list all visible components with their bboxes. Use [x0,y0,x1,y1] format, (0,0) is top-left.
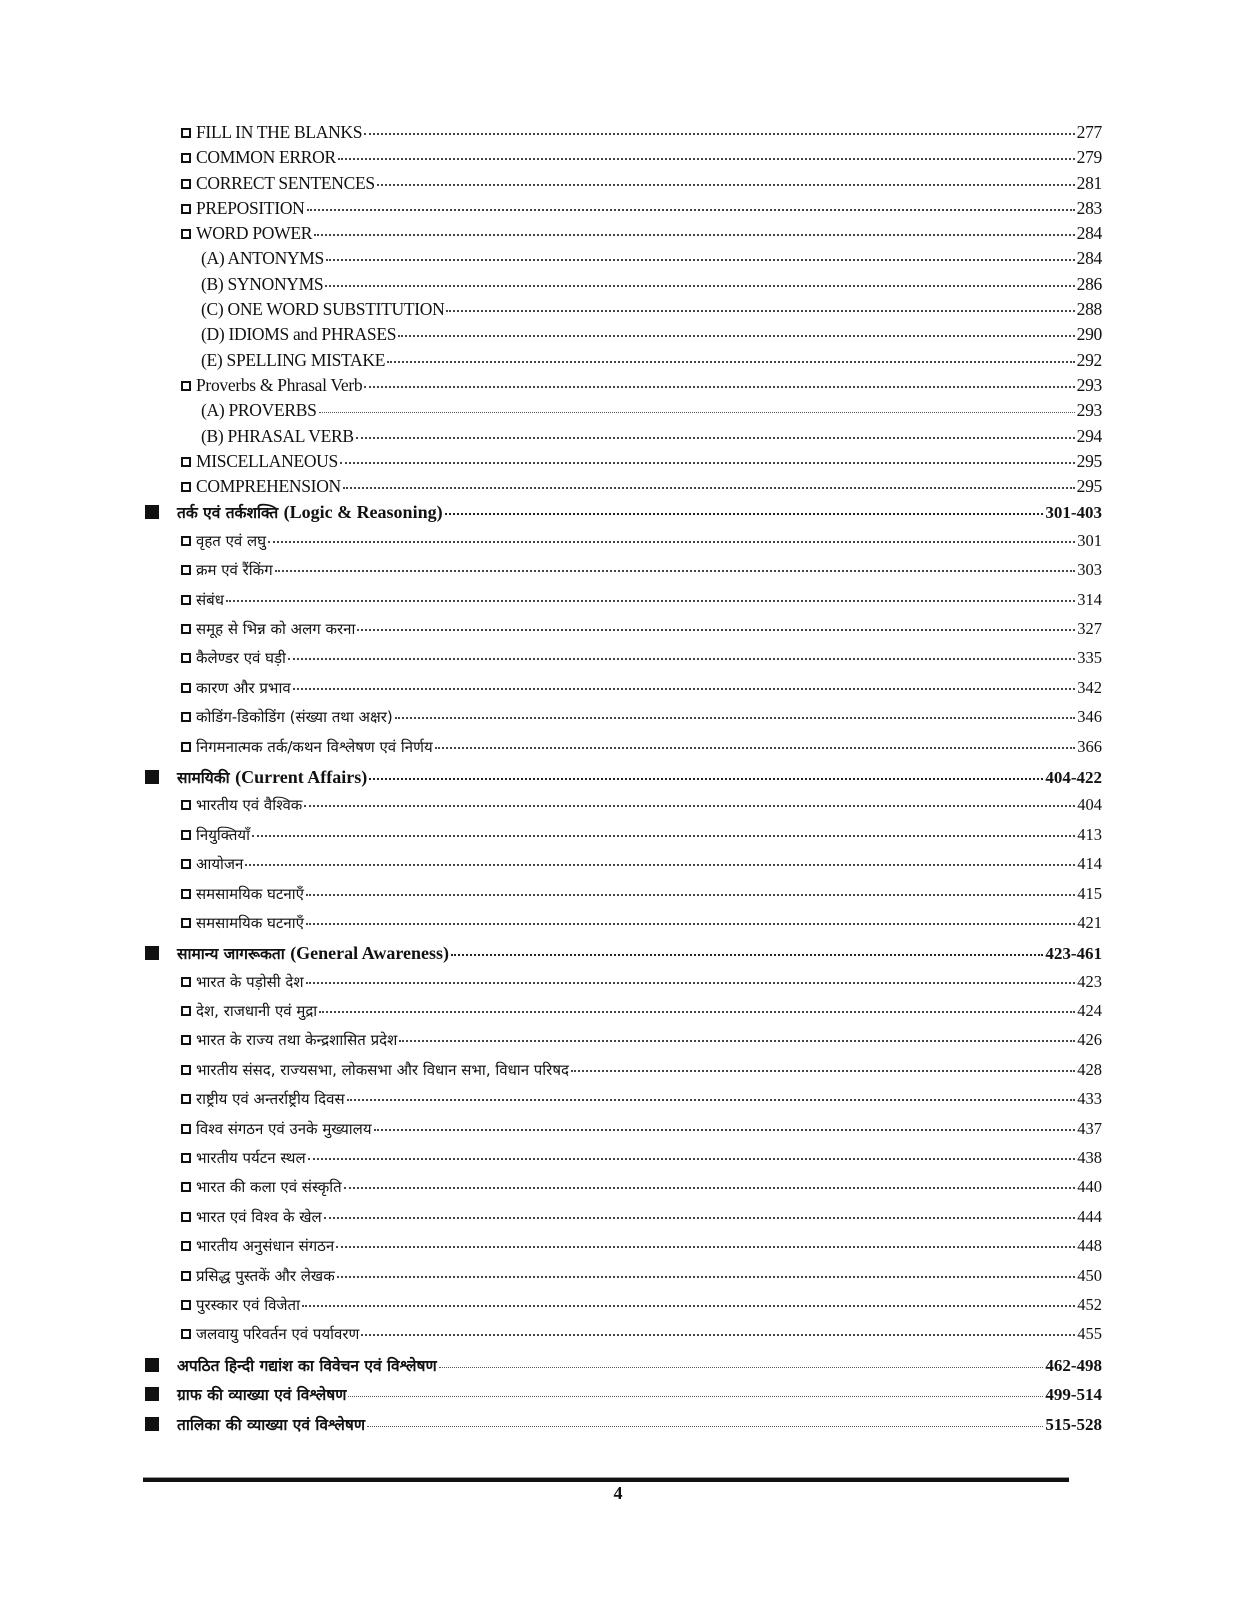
toc-entry-label: COMMON ERROR [196,147,336,168]
toc-entry-label: राष्ट्रीय एवं अन्तर्राष्ट्रीय दिवस [196,1090,345,1109]
toc-entry-label: भारत के पड़ोसी देश [196,972,304,991]
hollow-square-icon [181,1035,191,1045]
dot-leader [288,658,1075,660]
hollow-square-icon [181,482,191,492]
toc-entry[interactable] [145,737,1102,766]
toc-entry[interactable] [145,1060,1102,1089]
toc-entry[interactable] [145,560,1102,589]
toc-entry-page: 288 [1076,299,1102,320]
hollow-square-icon [181,1124,191,1134]
hollow-square-icon [181,889,191,899]
hollow-square-icon [181,918,191,928]
toc-entry[interactable] [145,198,1102,223]
toc-entry-page: 295 [1076,476,1102,497]
toc-entry[interactable] [145,590,1102,619]
toc-entry-label: समूह से भिन्न को अलग करना [196,620,356,639]
toc-entry[interactable] [145,350,1102,375]
filled-square-icon [145,1417,159,1431]
toc-entry-page: 428 [1077,1059,1102,1079]
toc-entry[interactable] [145,795,1102,824]
toc-entry[interactable] [145,707,1102,736]
toc-entry-page: 294 [1076,425,1102,446]
toc-entry-label: भारतीय अनुसंधान संगठन [196,1237,335,1256]
hollow-square-icon [181,128,191,138]
toc-section-heading[interactable] [145,766,1102,795]
section-title [177,501,443,523]
section-page-range: 462-498 [1045,1355,1102,1375]
dot-leader [252,835,1075,837]
dot-leader [306,982,1076,984]
dot-leader [324,1217,1076,1219]
toc-entry[interactable] [145,476,1102,501]
dot-leader [307,209,1075,211]
hollow-square-icon [181,742,191,752]
toc-entry-label: निगमनात्मक तर्क/कथन विश्लेषण एवं निर्णय [196,737,433,756]
toc-entry[interactable] [145,375,1102,400]
section-title-hindi: ग्राफ की व्याख्या एवं विश्लेषण [177,1386,347,1405]
dot-leader [226,600,1075,602]
dot-leader [343,487,1075,489]
dot-leader [245,864,1075,866]
dot-leader [325,285,1074,287]
dot-leader [367,1426,1043,1427]
toc-entry[interactable] [145,972,1102,1001]
toc-entry-page: 421 [1077,912,1102,932]
page-number: 4 [613,1483,623,1503]
toc-entry-page: 293 [1076,374,1102,395]
section-title-english: (Current Affairs) [235,766,368,787]
toc-entry-label: (A) PROVERBS [201,400,317,421]
dot-leader [293,688,1076,690]
toc-entry-label: (D) IDIOMS and PHRASES [201,324,397,345]
dot-leader [357,629,1075,631]
toc-entry-page: 283 [1076,197,1102,218]
toc-entry-label: प्रसिद्ध पुस्तकें और लेखक [196,1266,335,1285]
toc-entry[interactable] [145,1089,1102,1118]
dot-leader [338,158,1075,160]
dot-leader [451,954,1043,956]
section-title-hindi: सामयिकी [177,768,230,787]
hollow-square-icon [181,1006,191,1016]
toc-entry[interactable] [145,400,1102,425]
toc-entry-label: (B) SYNONYMS [201,273,324,294]
dot-leader [319,1011,1075,1013]
toc-entry-page: 413 [1077,824,1102,844]
toc-entry-page: 284 [1076,223,1102,244]
toc-entry-label: भारत के राज्य तथा केन्द्रशासित प्रदेश [196,1031,398,1050]
section-title [177,766,367,788]
toc-entry-label: MISCELLANEOUS [196,450,338,471]
toc-entry[interactable] [145,648,1102,677]
footer-rule [143,1477,1069,1482]
dot-leader [348,1396,1043,1397]
hollow-square-icon [181,595,191,605]
dot-leader [364,133,1074,135]
section-title-hindi: अपठित हिन्दी गद्यांश का विवेचन एवं विश्लेषण [177,1356,437,1375]
toc-entry-label: COMPREHENSION [196,476,341,497]
toc-entry-page: 423 [1077,971,1102,991]
table-of-contents [145,122,1102,1442]
toc-entry-label: वृहत एवं लघु [196,531,267,550]
hollow-square-icon [181,1329,191,1339]
hollow-square-icon [181,229,191,239]
hollow-square-icon [181,1271,191,1281]
toc-entry[interactable] [145,1148,1102,1177]
toc-entry-label: (E) SPELLING MISTAKE [201,349,386,370]
toc-entry[interactable] [145,173,1102,198]
dot-leader [377,184,1075,186]
hollow-square-icon [181,624,191,634]
toc-entry-label: PREPOSITION [196,197,305,218]
sections-list [145,501,1102,1441]
toc-entry-label: भारत की कला एवं संस्कृति [196,1178,342,1197]
dot-leader [304,805,1075,807]
toc-entry-label: भारतीय एवं वैश्विक [196,796,303,815]
toc-section-heading[interactable] [145,1354,1102,1383]
toc-section-heading[interactable] [145,501,1102,530]
dot-leader [395,717,1076,719]
section-title [177,942,449,964]
dot-leader [340,462,1075,464]
toc-entry-page: 440 [1077,1177,1102,1197]
toc-entry-page: 286 [1076,273,1102,294]
dot-leader [446,310,1074,312]
toc-entry-label: कोडिंग-डिकोडिंग (संख्या तथा अक्षर) [196,708,393,727]
hollow-square-icon [181,1241,191,1251]
section-title-english: (General Awareness) [290,943,449,964]
toc-entry-page: 301 [1077,530,1102,550]
toc-entry-page: 279 [1076,147,1102,168]
toc-entry-page: 335 [1077,648,1102,668]
section-title-english: (Logic & Reasoning) [283,502,443,523]
dot-leader [302,1305,1075,1307]
section-page-range: 301-403 [1045,503,1102,523]
toc-entry-page: 303 [1077,560,1102,580]
dot-leader [369,778,1043,780]
toc-entry[interactable] [145,1295,1102,1324]
dot-leader [398,335,1074,337]
hollow-square-icon [181,565,191,575]
english-items-list [145,122,1102,501]
toc-entry-page: 404 [1077,795,1102,815]
dot-leader [326,259,1075,261]
section-page-range: 404-422 [1045,767,1102,787]
dot-leader [319,412,1075,413]
toc-entry[interactable] [145,451,1102,476]
section-title [177,1354,437,1376]
toc-entry-page: 327 [1077,619,1102,639]
hollow-square-icon [181,859,191,869]
toc-entry-label: कारण और प्रभाव [196,678,291,697]
toc-entry-label: (B) PHRASAL VERB [201,425,354,446]
toc-entry[interactable] [145,248,1102,273]
hollow-square-icon [181,712,191,722]
dot-leader [356,437,1075,439]
toc-entry[interactable] [145,147,1102,172]
section-page-range: 423-461 [1045,944,1102,964]
toc-section-heading[interactable] [145,942,1102,971]
toc-entry[interactable] [145,1001,1102,1030]
toc-entry-label: (C) ONE WORD SUBSTITUTION [201,299,445,320]
filled-square-icon [145,946,159,960]
toc-entry[interactable] [145,299,1102,324]
section-page-range: 515-528 [1045,1414,1102,1434]
toc-entry[interactable] [145,825,1102,854]
toc-entry-page: 438 [1077,1148,1102,1168]
toc-entry[interactable] [145,913,1102,942]
hollow-square-icon [181,653,191,663]
hollow-square-icon [181,800,191,810]
toc-entry-page: 448 [1077,1236,1102,1256]
toc-entry-page: 366 [1077,736,1102,756]
toc-entry-page: 290 [1076,324,1102,345]
hollow-square-icon [181,1212,191,1222]
section-title-hindi: तालिका की व्याख्या एवं विश्लेषण [177,1415,366,1434]
toc-entry-label: पुरस्कार एवं विजेता [196,1296,300,1314]
toc-entry-label: आयोजन [196,855,244,874]
filled-square-icon [145,1387,159,1401]
toc-entry-page: 426 [1077,1030,1102,1050]
dot-leader [275,570,1076,572]
toc-entry[interactable] [145,678,1102,707]
toc-entry-page: 295 [1076,450,1102,471]
hollow-square-icon [181,1065,191,1075]
toc-entry[interactable] [145,324,1102,349]
dot-leader [399,1040,1075,1042]
hollow-square-icon [181,830,191,840]
toc-entry-page: 414 [1077,854,1102,874]
hollow-square-icon [181,381,191,391]
dot-leader [374,1129,1076,1131]
filled-square-icon [145,770,159,784]
hollow-square-icon [181,536,191,546]
toc-entry-page: 437 [1077,1118,1102,1138]
toc-entry[interactable] [145,884,1102,913]
dot-leader [308,1158,1076,1160]
toc-entry[interactable] [145,274,1102,299]
toc-entry[interactable] [145,619,1102,648]
toc-entry[interactable] [145,1030,1102,1059]
toc-entry-label: CORRECT SENTENCES [196,172,375,193]
section-title-hindi: तर्क एवं तर्कशक्ति [177,504,279,523]
toc-entry-page: 314 [1077,589,1102,609]
toc-entry-label: संबंध [196,590,224,609]
toc-entry-label: WORD POWER [196,223,313,244]
toc-entry[interactable] [145,223,1102,248]
toc-entry-page: 450 [1077,1265,1102,1285]
toc-entry-label: नियुक्तियाँ [196,825,250,844]
hollow-square-icon [181,1182,191,1192]
toc-entry-label: भारतीय पर्यटन स्थल [196,1149,306,1168]
toc-entry-label: जलवायु परिवर्तन एवं पर्यावरण [196,1325,360,1344]
toc-entry-label: क्रम एवं रैंकिंग [196,561,273,580]
toc-entry[interactable] [145,531,1102,560]
dot-leader [306,894,1075,896]
section-title [177,1413,365,1435]
toc-entry[interactable] [145,122,1102,147]
dot-leader [344,1187,1076,1189]
toc-entry-label: (A) ANTONYMS [201,248,324,269]
toc-entry-label: Proverbs & Phrasal Verb [196,374,363,395]
toc-entry-page: 444 [1077,1206,1102,1226]
toc-entry[interactable] [145,1207,1102,1236]
dot-leader [306,923,1075,925]
hollow-square-icon [181,1300,191,1310]
dot-leader [387,361,1075,363]
toc-entry[interactable] [145,1177,1102,1206]
dot-leader [336,1246,1075,1248]
toc-entry-label: देश, राजधानी एवं मुद्रा [196,1002,318,1021]
dot-leader [314,234,1075,236]
toc-entry-label: समसामयिक घटनाएँ [196,884,304,903]
toc-section-heading[interactable] [145,1413,1102,1442]
hollow-square-icon [181,1094,191,1104]
hollow-square-icon [181,153,191,163]
dot-leader [347,1099,1076,1101]
toc-entry-page: 415 [1077,883,1102,903]
toc-entry-page: 284 [1076,248,1102,269]
hollow-square-icon [181,977,191,987]
toc-entry-page: 342 [1077,677,1102,697]
toc-entry-page: 277 [1076,122,1102,142]
toc-entry[interactable] [145,1119,1102,1148]
section-title-hindi: सामान्य जागरूकता [177,945,285,964]
hollow-square-icon [181,204,191,214]
toc-entry[interactable] [145,426,1102,451]
toc-entry[interactable] [145,854,1102,883]
hollow-square-icon [181,683,191,693]
toc-entry-page: 292 [1076,349,1102,370]
toc-entry-label: विश्व संगठन एवं उनके मुख्यालय [196,1119,372,1138]
dot-leader [268,541,1075,543]
dot-leader [435,747,1076,749]
toc-entry-label: भारत एवं विश्व के खेल [196,1207,322,1226]
section-title [177,1383,346,1405]
toc-entry-page: 452 [1077,1295,1102,1314]
toc-entry-page: 293 [1076,400,1102,421]
toc-entry-page: 281 [1076,172,1102,193]
dot-leader [337,1276,1076,1278]
toc-entry-label: FILL IN THE BLANKS [196,122,363,142]
toc-entry-page: 424 [1077,1001,1102,1021]
toc-entry-page: 455 [1077,1324,1102,1344]
dot-leader [364,386,1074,388]
dot-leader [439,1367,1044,1368]
toc-entry-label: कैलेण्डर एवं घड़ी [196,649,286,668]
hollow-square-icon [181,1153,191,1163]
filled-square-icon [145,505,159,519]
toc-entry[interactable] [145,1324,1102,1353]
toc-entry-label: भारतीय संसद, राज्यसभा, लोकसभा और विधान सभा, विधान परिषद [196,1060,569,1079]
toc-entry-page: 433 [1077,1089,1102,1109]
hollow-square-icon [181,457,191,467]
toc-entry[interactable] [145,1236,1102,1265]
dot-leader [571,1070,1075,1072]
toc-entry-label: समसामयिक घटनाएँ [196,913,304,932]
section-page-range: 499-514 [1045,1385,1102,1405]
filled-square-icon [145,1358,159,1372]
toc-entry-page: 346 [1077,707,1102,727]
toc-entry[interactable] [145,1266,1102,1295]
hollow-square-icon [181,179,191,189]
dot-leader [445,513,1044,515]
dot-leader [361,1334,1075,1336]
toc-section-heading[interactable] [145,1383,1102,1412]
